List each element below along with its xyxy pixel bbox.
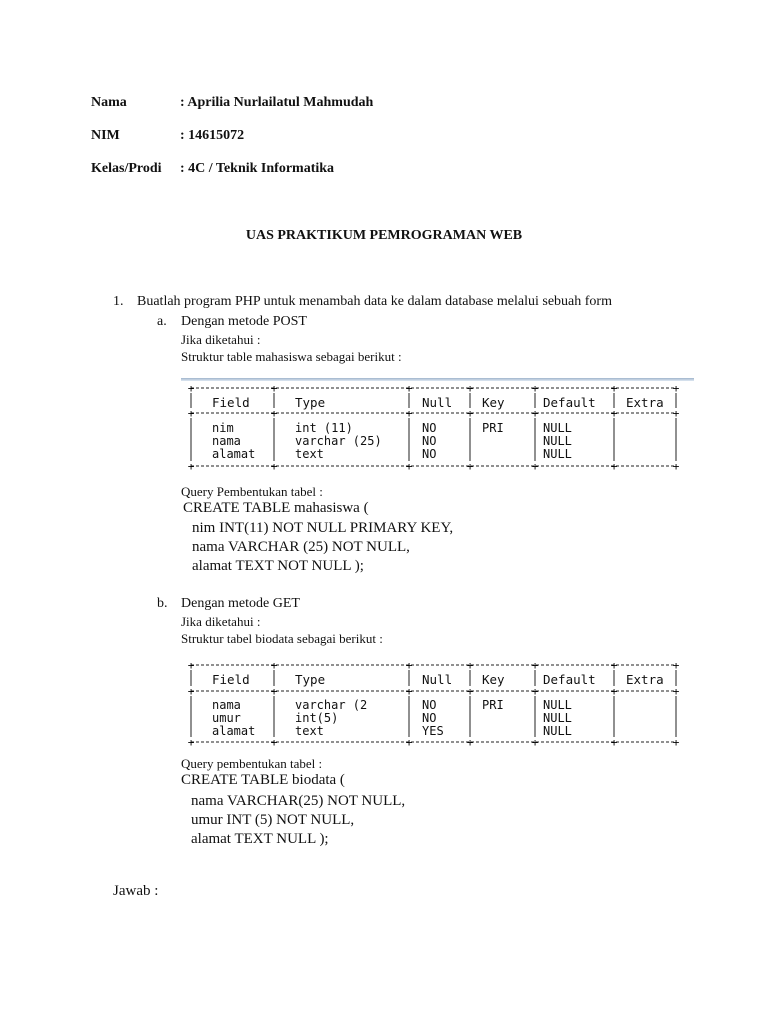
table-corner: + (270, 382, 278, 395)
table-corner: + (672, 736, 680, 749)
table-corner: + (187, 382, 195, 395)
table-corner: + (187, 407, 195, 420)
info-label: NIM (91, 128, 120, 143)
table-corner: + (531, 659, 539, 672)
table-corner: + (270, 659, 278, 672)
table-corner: + (405, 460, 413, 473)
part-b-given: Jika diketahui : (181, 614, 261, 629)
table-cell: umur (212, 711, 241, 725)
table-top-rule (181, 378, 694, 381)
table-corner: + (187, 659, 195, 672)
table-corner: + (466, 659, 474, 672)
table-corner: + (466, 407, 474, 420)
part-b-letter: b. (157, 596, 168, 611)
table-corner: + (466, 736, 474, 749)
table-header-cell: Extra (626, 395, 664, 410)
query-line: nama VARCHAR (25) NOT NULL, (192, 539, 410, 555)
table-cell: varchar (25) (295, 434, 382, 448)
table-corner: + (405, 659, 413, 672)
table-cell: NO (422, 434, 437, 448)
info-value: : 4C / Teknik Informatika (180, 161, 335, 176)
table-cell: NO (422, 447, 437, 461)
info-label: Nama (91, 95, 127, 110)
table-header-cell: Field (212, 395, 250, 410)
document-title-text: UAS PRAKTIKUM PEMROGRAMAN WEB (245, 228, 523, 243)
table-cell: PRI (482, 421, 504, 435)
part-a-method: Dengan metode POST (181, 314, 307, 329)
table-corner: + (610, 659, 618, 672)
part-a-structure-caption: Struktur table mahasiswa sebagai berikut : (181, 349, 402, 364)
table-corner: + (270, 736, 278, 749)
table-corner: + (610, 407, 618, 420)
table-corner: + (466, 382, 474, 395)
table-cell: text (295, 447, 324, 461)
table-cell: NO (422, 421, 437, 435)
query-line: nama VARCHAR(25) NOT NULL, (191, 793, 406, 809)
biodata-structure-table (183, 660, 683, 748)
table-header-cell: Default (543, 672, 596, 687)
table-corner: + (672, 460, 680, 473)
table-corner: + (466, 460, 474, 473)
query-line: CREATE TABLE mahasiswa ( (183, 500, 369, 516)
table-cell: NULL (543, 434, 572, 448)
table-cell: NULL (543, 421, 572, 435)
table-corner: + (531, 685, 539, 698)
table-cell: nim (212, 421, 234, 435)
question-text: Buatlah program PHP untuk menambah data ke dalam database melalui sebuah form (137, 294, 612, 309)
part-b-structure-caption: Struktur tabel biodata sebagai berikut : (181, 631, 383, 646)
table-header-cell: Key (482, 395, 505, 410)
table-cell: varchar (2 (295, 698, 368, 712)
table-cell: YES (422, 724, 444, 738)
table-corner: + (672, 685, 680, 698)
table-header-cell: Type (295, 672, 326, 687)
table-cell: NULL (543, 711, 572, 725)
query-line: CREATE TABLE biodata ( (181, 772, 345, 788)
table-cell: NO (422, 711, 437, 725)
table-header-cell: Null (422, 672, 453, 687)
part-b-method: Dengan metode GET (181, 596, 300, 611)
table-corner: + (531, 736, 539, 749)
table-header-cell: Null (422, 395, 453, 410)
document-title (0, 228, 768, 244)
table-corner: + (187, 736, 195, 749)
info-label: Kelas/Prodi (91, 161, 162, 176)
table-corner: + (405, 407, 413, 420)
table-header-cell: Type (295, 395, 326, 410)
table-corner: + (405, 685, 413, 698)
table-corner: + (405, 736, 413, 749)
table-cell: NO (422, 698, 437, 712)
table-header-cell: Key (482, 672, 505, 687)
table-corner: + (610, 736, 618, 749)
table-header-cell: Extra (626, 672, 664, 687)
table-cell: int (11) (295, 421, 353, 435)
info-value: : 14615072 (180, 128, 245, 143)
table-corner: + (187, 460, 195, 473)
info-value: : Aprilia Nurlailatul Mahmudah (180, 95, 374, 110)
table-corner: + (187, 685, 195, 698)
question-number: 1. (113, 294, 124, 309)
query-line: alamat TEXT NOT NULL ); (192, 558, 364, 574)
table-cell: alamat (212, 724, 256, 738)
table-header-cell: Default (543, 395, 596, 410)
table-corner: + (610, 460, 618, 473)
query-line: umur INT (5) NOT NULL, (191, 812, 355, 828)
answer-label: Jawab : (113, 883, 159, 899)
part-b-query-caption: Query pembentukan tabel : (181, 756, 323, 771)
part-a-query-caption: Query Pembentukan tabel : (181, 484, 323, 499)
table-corner: + (270, 460, 278, 473)
table-corner: + (531, 460, 539, 473)
table-corner: + (672, 407, 680, 420)
table-cell: NULL (543, 698, 572, 712)
table-corner: + (270, 685, 278, 698)
query-line: nim INT(11) NOT NULL PRIMARY KEY, (192, 520, 454, 536)
query-line: alamat TEXT NULL ); (191, 831, 329, 847)
table-corner: + (610, 685, 618, 698)
table-cell: nama (212, 434, 241, 448)
table-cell: nama (212, 698, 241, 712)
table-corner: + (270, 407, 278, 420)
mahasiswa-structure-table (183, 383, 683, 473)
table-corner: + (672, 659, 680, 672)
table-corner: + (672, 382, 680, 395)
table-cell: text (295, 724, 324, 738)
table-cell: alamat (212, 447, 256, 461)
part-a-given: Jika diketahui : (181, 332, 261, 347)
table-cell: PRI (482, 698, 504, 712)
table-corner: + (466, 685, 474, 698)
table-cell: NULL (543, 447, 572, 461)
table-corner: + (610, 382, 618, 395)
table-corner: + (531, 407, 539, 420)
table-corner: + (405, 382, 413, 395)
table-cell: int(5) (295, 711, 339, 725)
part-a-letter: a. (157, 314, 167, 329)
table-corner: + (531, 382, 539, 395)
table-cell: NULL (543, 724, 572, 738)
table-header-cell: Field (212, 672, 250, 687)
